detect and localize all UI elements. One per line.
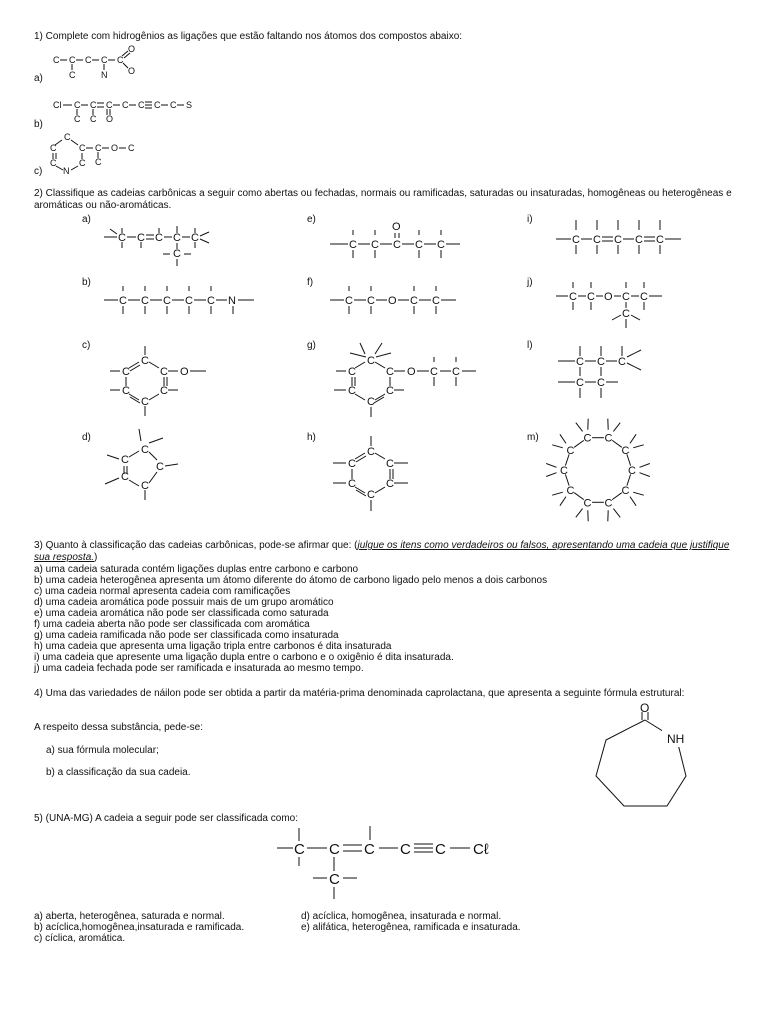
q1-label-a: a) [34, 73, 43, 84]
atom-c: C [118, 232, 126, 244]
atom-c: C [90, 114, 97, 124]
q4-prompt: 4) Uma das variedades de náilon pode ser obtida a partir da matéria-prima denominada caprolactana, que apresenta a seguinte fórmula estrutural: [34, 688, 685, 699]
atom-c: C [386, 385, 394, 397]
q1-label-c: c) [34, 166, 43, 177]
atom-c: C [367, 446, 375, 458]
atom-c: C [74, 100, 81, 110]
atom-c: C [452, 366, 460, 378]
atom-c: C [348, 458, 356, 470]
atom-c: C [604, 432, 613, 445]
q2-prompt: 2) Classifique as cadeias carbônicas a seguir como abertas ou fechadas, normais ou ramificadas, saturadas ou insaturadas, homogêneas ou heterogêneas e aromáticas ou não-aromáticas. [34, 188, 732, 211]
atom-c: C [53, 55, 60, 65]
atom-c: C [576, 377, 584, 389]
atom-c: C [367, 295, 375, 307]
q4-sub: A respeito dessa substância, pede-se: [34, 722, 203, 733]
atom-c: C [101, 55, 108, 65]
atom-c: C [122, 100, 129, 110]
atom-c: C [566, 445, 575, 457]
atom-c: C [122, 385, 130, 397]
atom-c: C [160, 366, 168, 378]
q3-prompt-end: ) [94, 552, 98, 563]
atom-s: S [186, 100, 193, 110]
atom-c: C [345, 295, 353, 307]
atom-c: C [155, 232, 163, 244]
atom-c: C [593, 234, 601, 246]
atom-c: C [173, 232, 181, 244]
atom-c: C [95, 157, 102, 167]
atom-c: C [621, 445, 630, 457]
atom-o: O [128, 44, 136, 54]
atom-c: C [635, 234, 643, 246]
atom-c: C [128, 143, 135, 153]
atom-cl: Cℓ [473, 841, 489, 858]
atom-c: C [141, 480, 149, 492]
q2-label-b: b) [82, 277, 91, 288]
atom-c: C [560, 465, 568, 477]
q2-label-e: e) [307, 214, 316, 225]
atom-o: O [128, 66, 136, 76]
atom-nh: NH [667, 732, 685, 746]
atom-c: C [85, 55, 92, 65]
q2-label-m: m) [527, 432, 539, 443]
q2-label-i: i) [527, 214, 533, 225]
atom-c: C [119, 295, 127, 307]
q5-option-d: d) acíclica, homogênea, insaturada e normal. [301, 911, 502, 922]
q5-option-b: b) acíclica,homogênea,insaturada e ramificada. [34, 922, 245, 933]
q3-item-j: j) uma cadeia fechada pode ser ramificada e insaturada ao mesmo tempo. [34, 663, 364, 674]
atom-c: C [576, 356, 584, 368]
atom-o: O [407, 366, 416, 378]
q2-label-l: l) [527, 340, 533, 351]
atom-c: C [566, 485, 575, 497]
atom-c: C [371, 239, 379, 251]
q3-item-a: a) uma cadeia saturada contém ligações duplas entre carbono e carbono [34, 564, 359, 575]
atom-c: C [69, 55, 76, 65]
q2-label-c: c) [82, 340, 91, 351]
q2-label-g: g) [307, 340, 316, 351]
atom-c: C [640, 291, 648, 303]
q1-prompt: 1) Complete com hidrogênios as ligações que estão faltando nos átomos dos compostos abaixo: [34, 31, 463, 42]
q3-item-f: f) uma cadeia aberta não pode ser classificada com aromática [34, 619, 310, 630]
q4-item-a: a) sua fórmula molecular; [46, 745, 159, 756]
atom-c: C [191, 232, 199, 244]
q5-prompt: 5) (UNA-MG) A cadeia a seguir pode ser classificada como: [34, 813, 298, 824]
atom-o: O [392, 221, 401, 233]
atom-c: C [656, 234, 664, 246]
atom-c: C [106, 100, 113, 110]
atom-c: C [141, 355, 149, 367]
atom-c: C [367, 355, 375, 367]
atom-c: C [614, 234, 622, 246]
atom-n: N [228, 295, 236, 307]
atom-c: C [386, 478, 394, 490]
q5-option-e: e) alifática, heterogênea, ramificada e insaturada. [301, 922, 521, 933]
atom-c: C [95, 143, 102, 153]
atom-c: C [597, 377, 605, 389]
atom-c: C [90, 100, 97, 110]
q3-prompt-underlined: julgue os itens como verdadeiros ou falsos, apresentando uma cadeia que justifique sua resposta. [34, 540, 730, 563]
atom-c: C [50, 158, 57, 168]
atom-c: C [621, 485, 630, 497]
q3-item-e: e) uma cadeia aromática não pode ser classificada como saturada [34, 608, 329, 619]
atom-c: C [367, 489, 375, 501]
atom-c: C [329, 871, 340, 888]
atom-c: C [628, 465, 636, 477]
atom-cl: Cl [53, 100, 62, 110]
atom-c: C [117, 55, 124, 65]
atom-c: C [604, 497, 613, 510]
q3-item-i: i) uma cadeia que apresente uma ligação dupla entre o carbono e o oxigênio é dita insaturada. [34, 652, 454, 663]
atom-c: C [294, 841, 305, 858]
q3-item-h: h) uma cadeia que apresenta uma ligação tripla entre carbonos é dita insaturada [34, 641, 392, 652]
atom-c: C [393, 239, 401, 251]
q2-label-f: f) [307, 277, 314, 288]
atom-c: C [121, 471, 129, 483]
atom-c: C [432, 295, 440, 307]
atom-c: C [400, 841, 411, 858]
atom-c: C [173, 248, 181, 260]
atom-c: C [597, 356, 605, 368]
atom-c: C [141, 295, 149, 307]
q2-label-h: h) [307, 432, 316, 443]
q2-label-d: d) [82, 432, 91, 443]
q2-label-j: j) [527, 277, 533, 288]
atom-c: C [437, 239, 445, 251]
q5-option-c: c) cíclica, aromática. [34, 933, 126, 944]
atom-c: C [367, 396, 375, 408]
atom-c: C [622, 291, 630, 303]
atom-c: C [348, 478, 356, 490]
atom-c: C [348, 366, 356, 378]
atom-c: C [410, 295, 418, 307]
atom-c: C [69, 70, 76, 80]
q3-item-c: c) uma cadeia normal apresenta cadeia com ramificações [34, 586, 291, 597]
q3-prompt-text: 3) Quanto à classificação das cadeias carbônicas, pode-se afirmar que: ( [34, 540, 358, 551]
atom-c: C [156, 461, 164, 473]
atom-c: C [207, 295, 215, 307]
atom-c: C [163, 295, 171, 307]
atom-c: C [138, 100, 145, 110]
atom-c: C [329, 841, 340, 858]
atom-c: C [569, 291, 577, 303]
atom-c: C [79, 143, 86, 153]
atom-c: C [587, 291, 595, 303]
q4-item-b: b) a classificação da sua cadeia. [46, 767, 191, 778]
atom-c: C [572, 234, 580, 246]
q3-item-d: d) uma cadeia aromática pode possuir mais de um grupo aromático [34, 597, 334, 608]
atom-c: C [154, 100, 161, 110]
atom-c: C [622, 308, 630, 320]
atom-c: C [141, 444, 149, 456]
atom-c: C [349, 239, 357, 251]
atom-c: C [160, 385, 168, 397]
atom-c: C [386, 458, 394, 470]
q2-label-a: a) [82, 214, 91, 225]
atom-o: O [604, 291, 613, 303]
atom-c: C [583, 497, 592, 510]
atom-o: O [106, 114, 114, 124]
atom-c: C [122, 366, 130, 378]
q3-item-b: b) uma cadeia heterogênea apresenta um átomo diferente do átomo de carbono ligado pelo menos a dois carbonos [34, 575, 548, 586]
q3-item-g: g) uma cadeia ramificada não pode ser classificada como insaturada [34, 630, 339, 641]
atom-o: O [111, 143, 119, 153]
atom-c: C [64, 132, 71, 142]
atom-c: C [415, 239, 423, 251]
atom-c: C [618, 356, 626, 368]
atom-o: O [388, 295, 397, 307]
atom-c: C [141, 396, 149, 408]
atom-c: C [348, 385, 356, 397]
atom-o: O [640, 701, 650, 715]
atom-c: C [430, 366, 438, 378]
atom-c: C [137, 232, 145, 244]
atom-c: C [121, 454, 129, 466]
atom-c: C [364, 841, 375, 858]
atom-c: C [170, 100, 177, 110]
atom-c: C [50, 143, 57, 153]
atom-n: N [101, 70, 108, 80]
q1-label-b: b) [34, 119, 43, 130]
atom-c: C [74, 114, 81, 124]
q5-option-a: a) aberta, heterogênea, saturada e normal. [34, 911, 225, 922]
atom-c: C [185, 295, 193, 307]
atom-o: O [180, 366, 189, 378]
atom-c: C [79, 158, 86, 168]
atom-c: C [435, 841, 446, 858]
atom-c: C [386, 366, 394, 378]
atom-n: N [63, 166, 70, 176]
